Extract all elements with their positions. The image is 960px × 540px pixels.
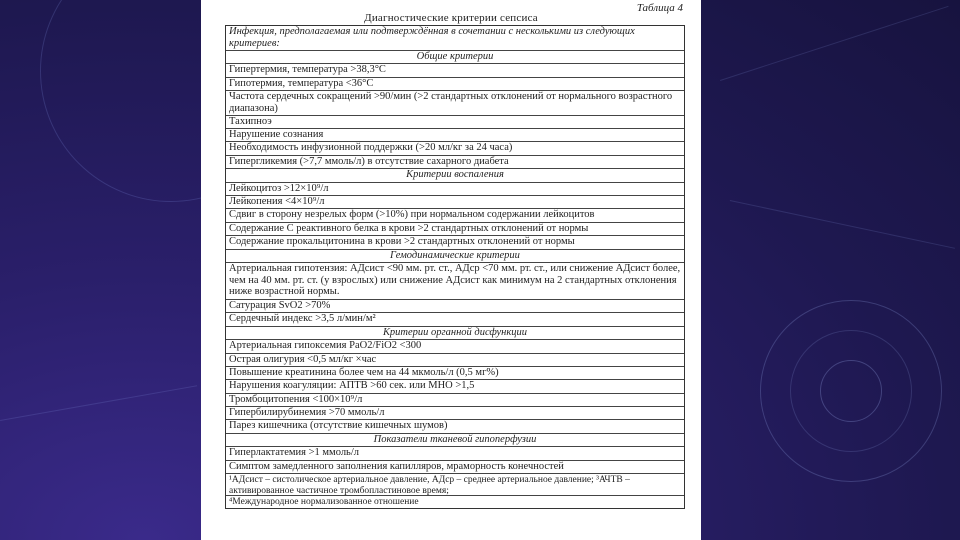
criteria-table [225,25,685,509]
section-header: Критерии органной дисфункции [226,327,684,340]
table-row: Повышение креатинина более чем на 44 мкмоль/л (0,5 мг%) [226,367,684,380]
table-row: Симптом замедленного заполнения капилляров, мраморность конечностей [226,461,684,474]
table-row: Частота сердечных сокращений >90/мин (>2 стандартных отклонений от нормального возрастного диапазона) [226,91,684,116]
section-header: Общие критерии [226,51,684,64]
table-row: Острая олигурия <0,5 мл/кг ×час [226,354,684,367]
section-header: Критерии воспаления [226,169,684,182]
table-row: Нарушения коагуляции: АПТВ >60 сек. или МНО >1,5 [226,380,684,393]
table-row: Содержание прокальцитонина в крови >2 стандартных отклонений от нормы [226,236,684,249]
table-row: Гипергликемия (>7,7 ммоль/л) в отсутствие сахарного диабета [226,156,684,169]
table-row: Гипербилирубинемия >70 ммоль/л [226,407,684,420]
table-row: Гиперлактатемия >1 ммоль/л [226,447,684,460]
footnote: ¹АДсист – систолическое артериальное давление, АДср – среднее артериальное давление; ³АЧТВ – активированное частичное тромбопластиновое время; [226,474,684,496]
table-row: Нарушение сознания [226,129,684,142]
table-row: Тромбоцитопения <100×10⁹/л [226,394,684,407]
table-row: Содержание С реактивного белка в крови >2 стандартных отклонений от нормы [226,223,684,236]
background-decor-line [0,385,197,421]
document-title: Диагностические критерии сепсиса [364,12,538,24]
table-row: Необходимость инфузионной поддержки (>20 мл/кг за 24 часа) [226,142,684,155]
table-row: Гипертермия, температура >38,3°С [226,64,684,77]
table-row: Гипотермия, температура <36°С [226,78,684,91]
table-row: Сердечный индекс >3,5 л/мин/м² [226,313,684,326]
table-row: Сатурация SvO2 >70% [226,300,684,313]
table-row: Парез кишечника (отсутствие кишечных шумов) [226,420,684,433]
footnote: ⁴Международное нормализованное отношение [229,497,419,508]
table-row: Артериальная гипотензия: АДсист <90 мм. рт. ст., АДср <70 мм. рт. ст., или снижение АДсист более, чем на 40 мм. рт. ст. (у взрослых) или снижение АДсист как минимум на 2 стандартных отклонения ниже возрастной нормы. [226,263,684,300]
section-header: Гемодинамические критерии [226,250,684,263]
background-decor-line [720,6,949,81]
table-row: Лейкоцитоз >12×10⁹/л [226,183,684,196]
background-decor-circle [820,360,882,422]
section-header: Показатели тканевой гипоперфузии [226,434,684,447]
table-row: Тахипноэ [226,116,684,129]
background-decor-line [730,200,955,249]
table-number: Таблица 4 [636,2,683,14]
table-row: Сдвиг в сторону незрелых форм (>10%) при нормальном содержании лейкоцитов [226,209,684,222]
table-intro: Инфекция, предполагаемая или подтверждённая в сочетании с несколькими из следующих критериев: [226,26,684,51]
document-page [201,0,701,540]
table-row: Артериальная гипоксемия PaO2/FiO2 <300 [226,340,684,353]
table-row: Лейкопения <4×10⁹/л [226,196,684,209]
